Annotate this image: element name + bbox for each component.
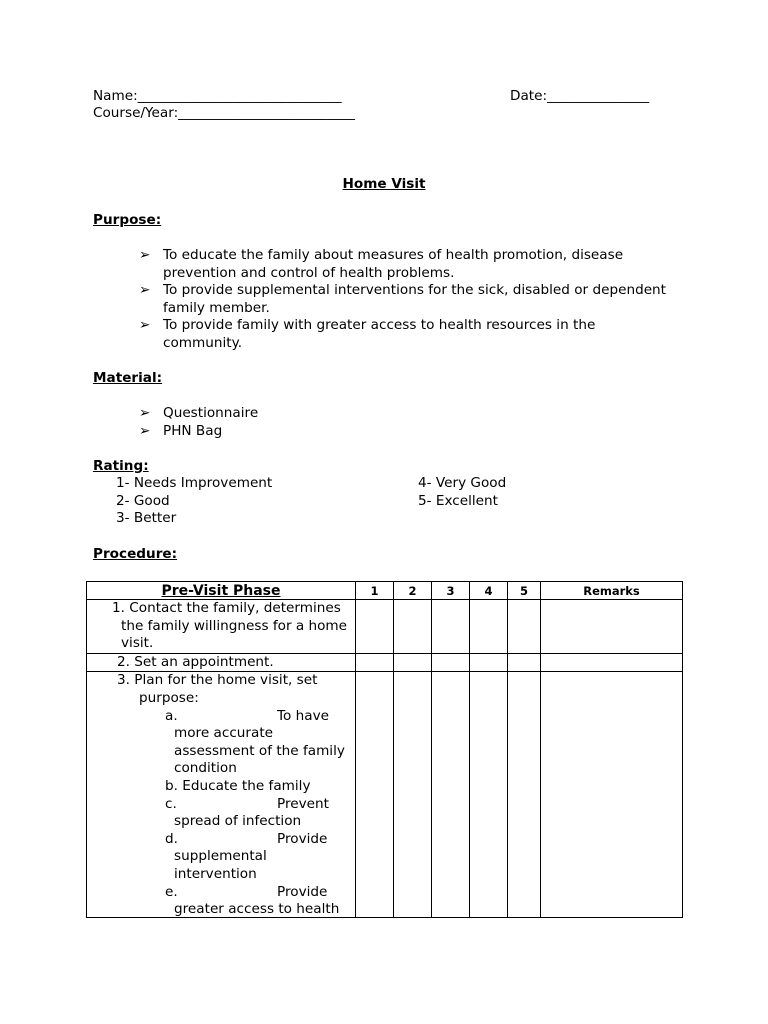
rating-cell[interactable] — [508, 600, 541, 654]
rating-cell[interactable] — [470, 653, 508, 672]
page-title: Home Visit — [342, 176, 426, 192]
rating-cell[interactable] — [356, 600, 394, 654]
date-label: Date: — [510, 88, 548, 104]
rating-heading: Rating: — [93, 458, 149, 474]
column-header-5: 5 — [508, 582, 541, 600]
rating-item: 5- Excellent — [418, 492, 498, 509]
remarks-cell[interactable] — [541, 653, 683, 672]
name-label: Name: — [93, 88, 138, 104]
procedure-step-cell: 3. Plan for the home visit, set purpose: a. To have more accurate assessment of the family condition b. Educate the family c. Prevent spread of infection d. Provide supplemental intervention e. Provide greater access to health — [87, 672, 356, 918]
course-field-row — [93, 105, 355, 123]
rating-cell[interactable] — [356, 653, 394, 672]
rating-cell[interactable] — [394, 653, 432, 672]
date-blank: _______________ — [547, 88, 650, 104]
rating-cell[interactable] — [394, 600, 432, 654]
purpose-heading: Purpose: — [93, 212, 162, 228]
procedure-step-cell: 2. Set an appointment. — [87, 653, 356, 672]
column-header-remarks: Remarks — [541, 582, 683, 600]
rating-item: 1- Needs Improvement — [116, 475, 273, 491]
procedure-table — [86, 581, 683, 918]
procedure-heading: Procedure: — [93, 546, 178, 562]
rating-cell[interactable] — [470, 600, 508, 654]
rating-cell[interactable] — [432, 672, 470, 918]
column-header-phase: Pre-Visit Phase — [87, 582, 356, 600]
table-row — [87, 600, 683, 654]
arrow-bullet-icon: ➢ — [139, 422, 151, 439]
rating-cell[interactable] — [432, 600, 470, 654]
purpose-item: ➢ To provide family with greater access to health resources in the community. — [139, 317, 596, 351]
name-field-row — [93, 88, 342, 106]
rating-item: 2- Good — [116, 492, 170, 509]
material-item: ➢ PHN Bag — [139, 422, 223, 439]
arrow-bullet-icon: ➢ — [139, 405, 151, 421]
rating-cell[interactable] — [508, 672, 541, 918]
column-header-2: 2 — [394, 582, 432, 600]
rating-cell[interactable] — [432, 653, 470, 672]
material-heading: Material: — [93, 370, 163, 386]
arrow-bullet-icon: ➢ — [139, 247, 151, 263]
rating-right-list — [418, 475, 506, 510]
column-header-3: 3 — [432, 582, 470, 600]
column-header-4: 4 — [470, 582, 508, 600]
table-row — [87, 653, 683, 672]
table-header-row — [87, 582, 683, 600]
course-label: Course/Year: — [93, 105, 179, 121]
course-blank: __________________________ — [178, 105, 355, 121]
procedure-step-cell: 1. Contact the family, determines the family willingness for a home visit. — [87, 600, 356, 654]
arrow-bullet-icon: ➢ — [139, 282, 151, 298]
table-row — [87, 672, 683, 918]
purpose-item: ➢ To educate the family about measures of health promotion, disease prevention and control of health problems. — [139, 247, 624, 281]
material-item: ➢ Questionnaire — [139, 405, 259, 421]
name-blank: ______________________________ — [137, 88, 342, 104]
material-list — [139, 405, 258, 440]
remarks-cell[interactable] — [541, 672, 683, 918]
purpose-list — [139, 247, 666, 352]
arrow-bullet-icon: ➢ — [139, 317, 151, 333]
rating-cell[interactable] — [356, 672, 394, 918]
date-field-row — [510, 88, 649, 106]
rating-left-list — [116, 475, 272, 528]
rating-cell[interactable] — [394, 672, 432, 918]
rating-item: 4- Very Good — [418, 475, 507, 491]
rating-item: 3- Better — [116, 510, 177, 526]
rating-cell[interactable] — [508, 653, 541, 672]
purpose-item: ➢ To provide supplemental interventions for the sick, disabled or dependent family member. — [139, 282, 667, 316]
column-header-1: 1 — [356, 582, 394, 600]
rating-cell[interactable] — [470, 672, 508, 918]
remarks-cell[interactable] — [541, 600, 683, 654]
